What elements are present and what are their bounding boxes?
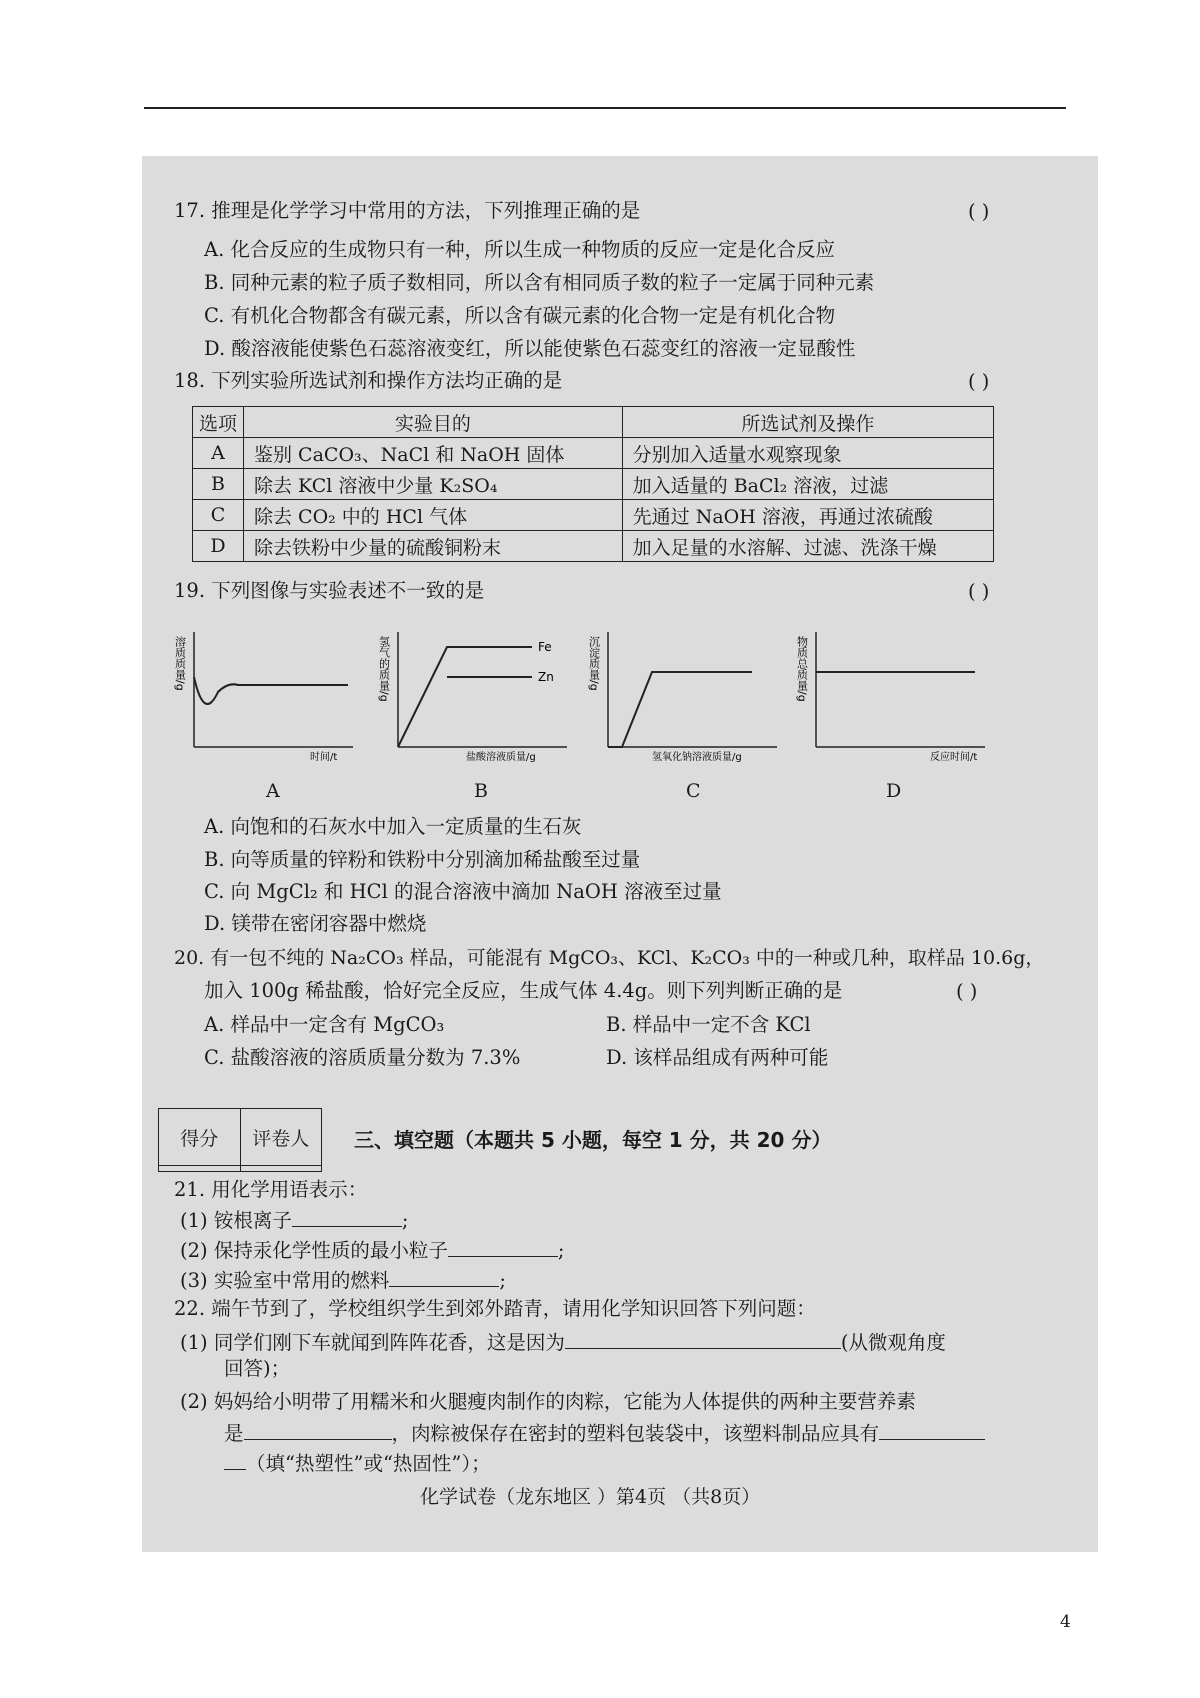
graph-c-label: C: [686, 780, 701, 802]
table-cell: 加入适量的 BaCl₂ 溶液，过滤: [622, 469, 993, 500]
graph-b-series-fe: Fe: [538, 640, 552, 654]
q22-part2-line2: [224, 1419, 985, 1447]
answer-blank[interactable]: [389, 1266, 499, 1287]
graph-c-xlabel: 氢氧化钠溶液质量/g: [652, 752, 742, 763]
score-box: [158, 1108, 322, 1172]
table-header: 所选试剂及操作: [622, 407, 993, 438]
punct: ;: [499, 1269, 506, 1292]
q19-option-b: B. 向等质量的锌粉和铁粉中分别滴加稀盐酸至过量: [204, 848, 641, 871]
table-header: 实验目的: [244, 407, 623, 438]
table-row: [193, 500, 994, 531]
q22-part2-end: （填“热塑性”或“热固性”）；: [246, 1452, 491, 1475]
q17-option-c: C. 有机化合物都含有碳元素，所以含有碳元素的化合物一定是有机化合物: [204, 304, 836, 327]
score-cell: [159, 1166, 241, 1172]
q21-item-2-text: (2) 保持汞化学性质的最小粒子: [180, 1239, 448, 1262]
answer-blank[interactable]: [292, 1206, 402, 1227]
q22-part1-tail: (从微观角度: [840, 1331, 946, 1354]
q20-stem-line1: 20. 有一包不纯的 Na₂CO₃ 样品，可能混有 MgCO₃、KCl、K₂CO₃ 中的一种或几种，取样品 10.6g，: [174, 947, 1045, 969]
table-row: [193, 469, 994, 500]
q18-answer-paren: ( ): [968, 370, 990, 393]
q17-option-d: D. 酸溶液能使紫色石蕊溶液变红，所以能使紫色石蕊变红的溶液一定显酸性: [204, 337, 856, 360]
graph-d: [795, 622, 990, 766]
q22-part2-mid: ，肉粽被保存在密封的塑料包装袋中，该塑料制品应具有: [391, 1422, 880, 1445]
graph-b-label: B: [474, 780, 488, 802]
table-cell: C: [193, 500, 244, 531]
grader-label: 评卷人: [240, 1109, 322, 1166]
q22-part1-text: (1) 同学们刚下车就闻到阵阵花香，这是因为: [180, 1331, 565, 1354]
answer-blank[interactable]: [224, 1449, 246, 1470]
table-row: [193, 438, 994, 469]
q21-item-1: [180, 1206, 408, 1234]
q19-answer-paren: ( ): [968, 580, 990, 603]
graph-d-ylabel: 物质总质量/g: [795, 636, 809, 702]
table-cell: D: [193, 531, 244, 562]
graph-b-xlabel: 盐酸溶液质量/g: [466, 752, 536, 763]
graph-a-curve: [194, 677, 348, 704]
q20-option-a: A. 样品中一定含有 MgCO₃: [204, 1013, 445, 1036]
page-footer: 化学试卷（龙东地区 ）第4页 （共8页）: [420, 1486, 761, 1508]
q19-stem: 19. 下列图像与实验表述不一致的是: [174, 579, 485, 602]
q17-option-b: B. 同种元素的粒子质子数相同，所以含有相同质子数的粒子一定属于同种元素: [204, 271, 875, 294]
q17-answer-paren: ( ): [968, 200, 990, 223]
q21-item-2: [180, 1236, 564, 1264]
punct: ;: [557, 1239, 565, 1262]
q18-table: [192, 406, 994, 562]
q17-stem: 17. 推理是化学学习中常用的方法，下列推理正确的是: [174, 199, 641, 222]
table-header-row: [193, 407, 994, 438]
q20-option-c: C. 盐酸溶液的溶质质量分数为 7.3%: [204, 1046, 521, 1069]
q18-stem: 18. 下列实验所选试剂和操作方法均正确的是: [174, 369, 563, 392]
answer-blank[interactable]: [879, 1419, 985, 1440]
graph-a: [173, 622, 358, 766]
q21-stem: 21. 用化学用语表示：: [174, 1178, 368, 1201]
graph-a-xlabel: 时间/t: [310, 752, 338, 763]
answer-blank[interactable]: [244, 1419, 392, 1440]
punct: ;: [401, 1209, 409, 1232]
q20-option-d: D. 该样品组成有两种可能: [606, 1046, 829, 1069]
top-rule: [144, 107, 1066, 109]
grader-cell: [240, 1166, 322, 1172]
graph-d-label: D: [886, 780, 902, 802]
graph-b-curve-fe: [398, 647, 532, 747]
q20-stem-line2: 加入 100g 稀盐酸，恰好完全反应，生成气体 4.4g。则下列判断正确的是: [204, 979, 843, 1002]
q17-option-a: A. 化合反应的生成物只有一种，所以生成一种物质的反应一定是化合反应: [204, 238, 835, 261]
table-cell: 除去 CO₂ 中的 HCl 气体: [244, 500, 623, 531]
graph-c-ylabel: 沉淀质量/g: [587, 636, 601, 691]
q21-item-1-text: (1) 铵根离子: [180, 1209, 292, 1232]
table-row: [193, 531, 994, 562]
q22-part2: (2) 妈妈给小明带了用糯米和火腿瘦肉制作的肉粽，它能为人体提供的两种主要营养素: [180, 1390, 916, 1413]
table-cell: 先通过 NaOH 溶液，再通过浓硫酸: [622, 500, 993, 531]
q21-item-3-text: (3) 实验室中常用的燃料: [180, 1269, 390, 1292]
table-cell: 分别加入适量水观察现象: [622, 438, 993, 469]
graph-a-label: A: [266, 780, 280, 802]
table-cell: 加入足量的水溶解、过滤、洗涤干燥: [622, 531, 993, 562]
graph-d-xlabel: 反应时间/t: [930, 752, 978, 763]
q19-option-a: A. 向饱和的石灰水中加入一定质量的生石灰: [204, 815, 582, 838]
q19-option-c: C. 向 MgCl₂ 和 HCl 的混合溶液中滴加 NaOH 溶液至过量: [204, 880, 722, 903]
q22-stem: 22. 端午节到了，学校组织学生到郊外踏青，请用化学知识回答下列问题：: [174, 1297, 816, 1320]
graph-b-series-zn: Zn: [538, 670, 554, 684]
q19-option-d: D. 镁带在密闭容器中燃烧: [204, 912, 427, 935]
q22-part2-text: 是: [224, 1422, 244, 1445]
graph-c: [587, 622, 782, 766]
graph-b-ylabel: 氢气的质量/g: [377, 636, 391, 702]
q22-part1-cont: 回答)；: [224, 1357, 291, 1380]
q21-item-3: [180, 1266, 506, 1294]
table-cell: 鉴别 CaCO₃、NaCl 和 NaOH 固体: [244, 438, 623, 469]
section-title: 三、填空题（本题共 5 小题，每空 1 分，共 20 分）: [354, 1128, 832, 1152]
table-cell: A: [193, 438, 244, 469]
q22-part2-line3: [224, 1449, 491, 1477]
table-cell: 除去铁粉中少量的硫酸铜粉末: [244, 531, 623, 562]
answer-blank[interactable]: [565, 1328, 841, 1349]
graph-a-ylabel: 溶质质量/g: [173, 636, 187, 691]
table-cell: 除去 KCl 溶液中少量 K₂SO₄: [244, 469, 623, 500]
q20-option-b: B. 样品中一定不含 KCl: [606, 1013, 811, 1036]
answer-blank[interactable]: [448, 1236, 558, 1257]
graph-b: [377, 622, 572, 766]
q22-part1: [180, 1328, 946, 1356]
q20-answer-paren: ( ): [956, 980, 978, 1003]
score-label: 得分: [159, 1109, 241, 1166]
table-header: 选项: [193, 407, 244, 438]
graph-c-curve: [608, 672, 752, 747]
page-number: 4: [1060, 1612, 1071, 1632]
table-cell: B: [193, 469, 244, 500]
